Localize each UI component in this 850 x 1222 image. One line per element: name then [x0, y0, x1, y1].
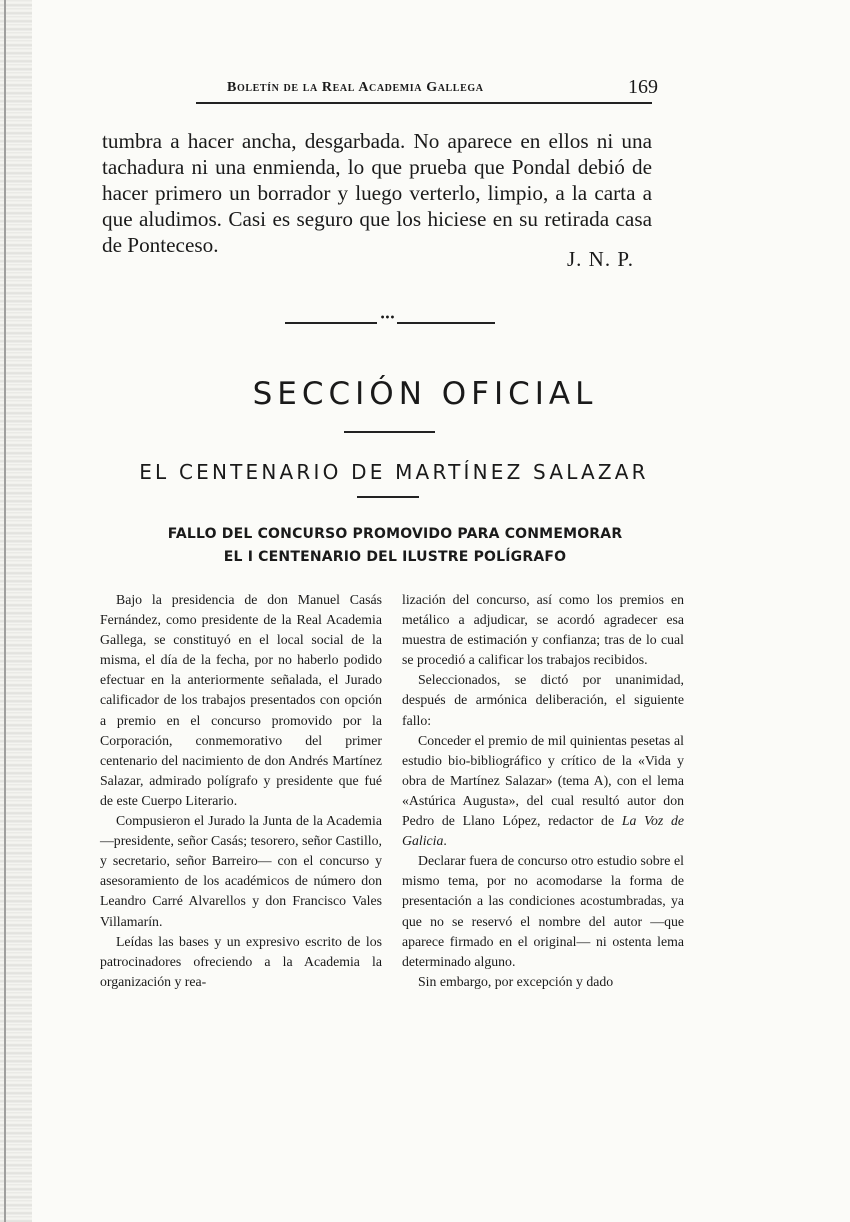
ornament-line-left	[285, 322, 377, 324]
ornament-dots: •••	[379, 313, 395, 324]
right-column	[402, 590, 684, 992]
running-header: Boletín de la Real Academia Gallega	[227, 80, 484, 95]
newspaper-title: La Voz de Galicia	[402, 813, 684, 849]
right-paragraph-1: lización del concurso, así como los premios en metálico a adjudicar, se acordó agradecer esa muestra de estimación y confianza; tras de lo cual se procedió a calificar los trabajos recibidos.	[402, 592, 684, 668]
left-paragraph-1: Bajo la presidencia de don Manuel Casás Fernández, como presidente de la Real Academia Gallega, se constituyó en el local social de la misma, el día de la fecha, por no haberlo podido efectuar en la anteriormente señalada, el Jurado calificador de los trabajos presentados con opción a premio en el concurso promovido por la Corporación, conmemorativo del primer centenario del nacimiento de don Andrés Martínez Salazar, admirado polígrafo y presidente que fué de este Cuerpo Literario.	[100, 592, 382, 808]
subtitle-rule	[357, 496, 419, 498]
title-rule	[344, 431, 435, 433]
section-divider-ornament	[285, 313, 495, 327]
right-paragraph-3	[402, 731, 684, 852]
page-number: 169	[628, 76, 658, 98]
section-title: SECCIÓN OFICIAL	[252, 376, 598, 412]
intro-paragraph	[102, 128, 652, 258]
intro-text: tumbra a hacer ancha, desgarbada. No aparece en ellos ni una tachadura ni una enmienda, lo que prueba que Pondal debió de hacer primero un borrador y luego verterlo, limpio, a la carta a que aludimos. Casi es seguro que los hiciese en su retirada casa de Ponteceso.	[102, 129, 652, 257]
fallo-heading	[0, 523, 790, 569]
right-paragraph-4: Declarar fuera de concurso otro estudio sobre el mismo tema, por no acomodarse la forma de presentación a las condiciones acostumbradas, ya que no se reservó el nombre del autor —que aparece firmado en el original— ni ostenta lema determinado alguno.	[402, 853, 684, 969]
page-binding-edge	[0, 0, 32, 1222]
fallo-heading-line1: FALLO DEL CONCURSO PROMOVIDO PARA CONMEMORAR	[167, 526, 623, 542]
header-rule	[196, 102, 652, 104]
author-initials: J. N. P.	[567, 247, 634, 271]
right-paragraph-3-end: .	[443, 833, 447, 849]
ornament-line-right	[397, 322, 495, 324]
right-paragraph-2: Seleccionados, se dictó por unanimidad, después de armónica deliberación, el siguiente fallo:	[402, 672, 684, 728]
section-subtitle: EL CENTENARIO DE MARTÍNEZ SALAZAR	[139, 460, 649, 484]
fallo-heading-line2: EL I CENTENARIO DEL ILUSTRE POLÍGRAFO	[223, 549, 567, 565]
right-paragraph-3-text: Conceder el premio de mil quinientas pesetas al estudio bio-bibliográfico y crítico de la «Vida y obra de Martínez Salazar» (tema A), con el lema «Astúrica Augusta», del cual resultó autor don Pedro de Llano López, redactor de	[402, 732, 684, 829]
left-column	[100, 590, 382, 992]
right-paragraph-5: Sin embargo, por excepción y dado	[418, 973, 614, 989]
left-paragraph-2: Compusieron el Jurado la Junta de la Academia —presidente, señor Casás; tesorero, señor Castillo, y secretario, señor Barreiro— con el concurso y asesoramiento de los académicos de número don Leandro Carré Alvarellos y don Francisco Vales Villamarín.	[100, 813, 382, 929]
left-paragraph-3: Leídas las bases y un expresivo escrito de los patrocinadores ofreciendo a la Academia la organización y rea-	[100, 933, 382, 989]
